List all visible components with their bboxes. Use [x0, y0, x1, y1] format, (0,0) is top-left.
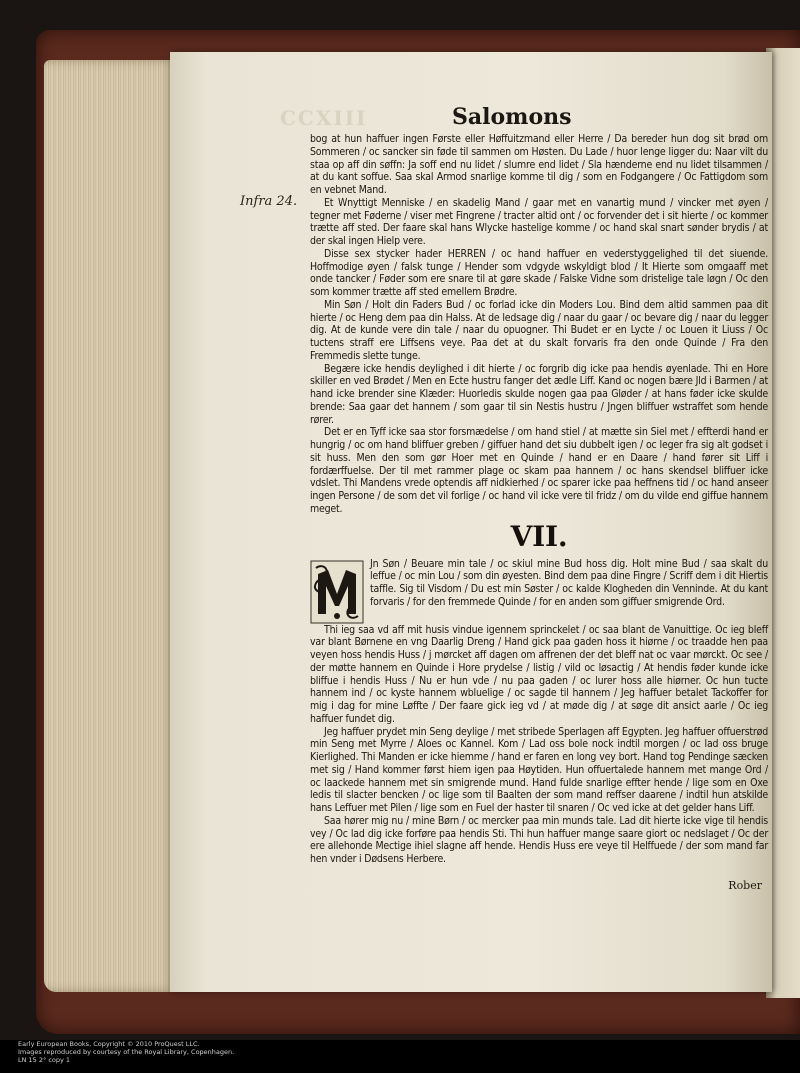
paragraph: Jeg haffuer prydet min Seng deylige / met stribede Sperlagen aff Egypten. Jeg haffuer offuerstrød min Seng met Myrre / Aloes oc Kannel. Kom / Lad oss bole nock indtil morgen / oc lad oss bruge Kierlighed. Thi Manden er icke hiemme / hand er faren en long vey bort. Hand tog Pendinge sæcken met sig / Hand kommer først hiem igen paa Høytiden. Hun offuertalede hannem met mange Ord / oc laackede hannem met sin smigrende mund. Hand fulde snarlige effter hende / lige som en Oxe ledis til slacter bencken / oc lige som til Baalten der som mand reffser daarene / indtil hun atskilde hans Leffuer met Pilen / lige som en Fuel der haster til snaren / Oc ved icke at det gelder hans Liff. [310, 725, 768, 814]
footer-line: Early European Books, Copyright © 2010 ProQuest LLC. [18, 1040, 200, 1048]
footer-line: LN 15 2° copy 1 [18, 1056, 71, 1064]
page-edges [44, 60, 176, 992]
paragraph: Et Wnyttigt Menniske / en skadelig Mand / gaar met en vanartig mund / vincker met øyen / tegner met Føderne / viser met Fingrene / tracter altid ont / oc forvender det i sit hierte / oc kommer trætte aff sted. Der faare skal hans Wlycke hastelige komme / oc hand skal snart sønder brydis / at der skal ingen Hielp vere. [310, 196, 768, 247]
paragraph: Det er en Tyff icke saa stor forsmædelse / om hand stiel / at mætte sin Siel met / effterdi hand er hungrig / oc om hand bliffuer greben / giffuer hand det siu dubbelt igen / oc leger fra sig alt godset i sit huss. Men den som gør Hoer met en Quinde / hand er en Daare / hand fører sit Liff i fordærffuelse. Der til met rammer plage oc skam paa hannem / oc hans skendsel bliffuer icke vdslet. Thi Mandens vrede optendis aff nidkierhed / oc sparer icke paa heffnens tid / oc hand anseer ingen Persone / de som det vil forlige / oc hand vil icke vere til fridz / om du vilde end giffue hannem meget. [310, 426, 768, 515]
catchword: Rober [728, 879, 762, 892]
paragraph: Disse sex stycker hader HERREN / oc hand haffuer en vederstyggelighed til det siuende. Hoffmodige øyen / falsk tunge / Hender som vdgyde wskyldigt blod / It Hierte som omgaaff met onde tancker / Føder som ere snare til at gøre skade / Falske Vidne som dristelige tale løgn / Oc den som kommer trætte aff sted emellem Brødre. [310, 247, 768, 298]
paragraph: Saa hører mig nu / mine Børn / oc mercker paa min munds tale. Lad dit hierte icke vige til hendis vey / Oc lad dig icke forføre paa hendis Sti. Thi hun haffuer mange saare giort oc nedslaget / Oc der ere allehonde Mectige ihiel slagne aff hende. Hendis Huss ere veye til Helffuede / der som mand far hen vnder i Dødsens Herbere. [310, 814, 768, 865]
body-text [310, 133, 768, 866]
paragraph: bog at hun haffuer ingen Første eller Høffuitzmand eller Herre / Da bereder hun dog sit brød om Sommeren / oc sancker sin føde til sammen om Høsten. Du Lade / huor lenge ligger du: Naar vilt du staa op aff din søffn: Ja soff end nu lidet / slumre end lidet / Sla hænderne end nu lidet tilsammen / at du kant soffue. Saa skal Armod snarlige komme til dig / som en Fodgangere / Oc Fattigdom som en vebnet Mand. [310, 133, 768, 196]
show-through-text: CCXIII [280, 106, 368, 130]
paragraph: Begære icke hendis deylighed i dit hierte / oc forgrib dig icke paa hendis øyenlade. Thi en Hore skiller en ved Brødet / Men en Ecte hustru fanger det ædle Liff. Kand oc nogen bære Jld i Barmen / at hand icke brender sine Klæder: Huorledis skulde nogen gaa paa Gløder / at hans føder icke skulde brende: Saa gaar det hannem / som gaar til sin Nestis hustru / Jngen bliffuer wstraffet som hende rører. [310, 362, 768, 426]
copyright-footer [18, 1040, 234, 1064]
chapter-heading: VII. [510, 519, 568, 553]
book-page [170, 52, 772, 992]
running-head: Salomons [452, 104, 572, 130]
decorated-initial-m-icon [310, 560, 364, 624]
paragraph: Min Søn / Holt din Faders Bud / oc forlad icke din Moders Lou. Bind dem altid sammen paa dit hierte / oc Heng dem paa din Halss. At de ledsage dig / naar du gaar / oc bevare dig / naar du legger dig. At de kunde vere din tale / naar du opuogner. Thi Budet er en Lycte / oc Louen it Liuss / Oc tuctens straff ere Liffsens veye. Paa det at du skalt forvaris fra den onde Quinde / Fra den Fremmedis slette tunge. [310, 298, 768, 362]
footer-line: Images reproduced by courtesy of the Royal Library, Copenhagen. [18, 1048, 235, 1056]
margin-note: Infra 24. [240, 194, 298, 209]
paragraph: Thi ieg saa vd aff mit husis vindue igennem sprinckelet / oc saa blant de Vanuittige. Oc ieg bleff var blant Børnene en vng Daarlig Dreng / Hand gick paa gaden hoss it hiørne / oc traadde hen paa veyen hoss hendis Huss / j mørcket aff dagen om affrenen der det bleff nat oc vaar mørckt. Oc see / der møtte hannem en Quinde i Hore prydelse / listig / vild oc løsactig / At hendis føder kunde icke bliffue i hendis Huss / Nu er hun vde / nu paa gaden / oc lurer hoss alle hiørner. Oc hun tucte hannem ind / oc kyste hannem wbluelige / oc sagde til hannem / Jeg haffuer betalet Tackoffer for mig i dag for mine Løffte / Der faare gick ieg vd / at møde dig / at søge dit ansict aarle / Oc ieg haffuer fundet dig. [310, 623, 768, 725]
chapter-opening-paragraph: Jn Søn / Beuare min tale / oc skiul mine Bud hoss dig. Holt mine Bud / saa skalt du leffue / oc min Lou / som din øyesten. Bind dem paa dine Fingre / Scriff dem i dit Hiertis taffle. Sig til Visdom / Du est min Søster / oc kalde Klogheden din Venninde. At du kant forvaris / for den fremmede Quinde / for en anden som giffuer smigrende Ord. [370, 557, 768, 608]
